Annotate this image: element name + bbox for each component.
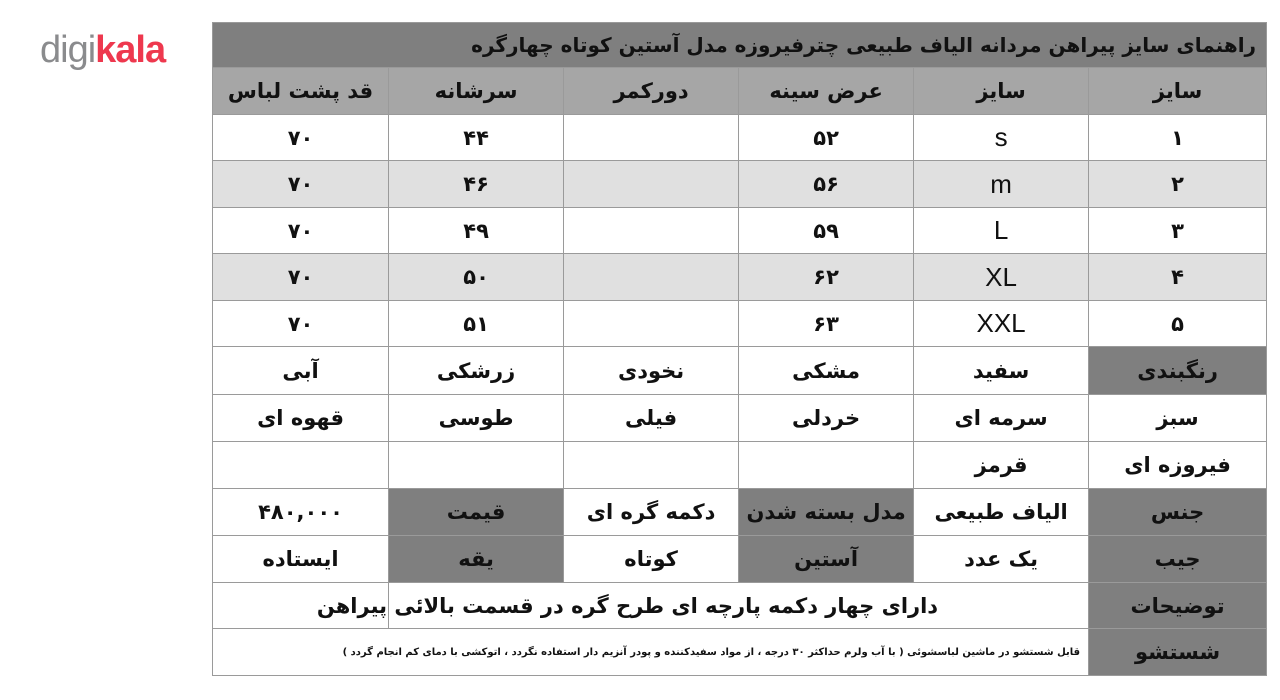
pocket-row [213, 536, 1267, 582]
logo-text-digi: digi [40, 29, 96, 71]
washing-text: قابل شستشو در ماشین لباسشوئی ( با آب ولرم حداکثر ۳۰ درجه ، از مواد سفیدکننده و پودر آنزیم دار استفاده نگردد ، اتوکشی با دمای کم انجام گردد ) [213, 629, 1089, 676]
color-cell: نخودی [564, 347, 739, 395]
color-cell: فیروزه ای [1089, 442, 1267, 488]
table-cell: L [914, 207, 1089, 253]
table-cell: XL [914, 254, 1089, 300]
table-cell: ۶۲ [739, 254, 914, 300]
header-cell: سرشانه [389, 68, 564, 114]
table-cell: ۵۰ [389, 254, 564, 300]
table-cell: ۵۲ [739, 114, 914, 160]
header-cell: سایز [914, 68, 1089, 114]
color-cell: سبز [1089, 394, 1267, 442]
header-cell: دورکمر [564, 68, 739, 114]
table-cell: کوتاه [564, 536, 739, 582]
empty-cell [739, 442, 914, 488]
table-cell [564, 207, 739, 253]
color-cell: سرمه ای [914, 394, 1089, 442]
table-cell [564, 114, 739, 160]
table-cell: ۵۶ [739, 161, 914, 207]
table-cell: ۳ [1089, 207, 1267, 253]
empty-cell [564, 442, 739, 488]
header-cell: قد پشت لباس [213, 68, 389, 114]
table-cell: ایستاده [213, 536, 389, 582]
table-cell: دکمه گره ای [564, 488, 739, 536]
description-label: توضیحات [1089, 582, 1267, 628]
header-row [213, 68, 1267, 114]
color-row [213, 347, 1267, 395]
fabric-label: جنس [1089, 488, 1267, 536]
table-cell: ۵۹ [739, 207, 914, 253]
color-row [213, 442, 1267, 488]
table-cell: الیاف طبیعی [914, 488, 1089, 536]
table-cell [564, 161, 739, 207]
size-row [213, 161, 1267, 207]
fabric-row [213, 488, 1267, 536]
color-cell: سفید [914, 347, 1089, 395]
table-cell: ۷۰ [213, 114, 389, 160]
description-row [213, 582, 1267, 628]
washing-label: شستشو [1089, 629, 1267, 676]
digikala-logo [40, 28, 165, 72]
color-row [213, 394, 1267, 442]
title-row [213, 23, 1267, 68]
color-cell: خردلی [739, 394, 914, 442]
size-row [213, 114, 1267, 160]
table-cell: ۶۳ [739, 300, 914, 346]
table-title: راهنمای سایز پیراهن مردانه الیاف طبیعی چترفیروزه مدل آستین کوتاه چهارگره [213, 23, 1267, 68]
table-cell: ۴۴ [389, 114, 564, 160]
table-cell [564, 254, 739, 300]
table-cell: s [914, 114, 1089, 160]
collar-label: یقه [389, 536, 564, 582]
color-cell: زرشکی [389, 347, 564, 395]
table-cell: یک عدد [914, 536, 1089, 582]
washing-row [213, 629, 1267, 676]
logo-text-kala: kala [95, 29, 166, 71]
table-cell: ۷۰ [213, 207, 389, 253]
description-text: دارای چهار دکمه پارچه ای طرح گره در قسمت بالائی پیراهن [389, 582, 1089, 628]
header-cell: عرض سینه [739, 68, 914, 114]
price-value: ۴۸۰,۰۰۰ [213, 488, 389, 536]
table-cell: ۷۰ [213, 300, 389, 346]
size-guide-table [212, 22, 1267, 676]
table-cell: ۱ [1089, 114, 1267, 160]
table-cell: m [914, 161, 1089, 207]
color-cell: قهوه ای [213, 394, 389, 442]
pocket-label: جیب [1089, 536, 1267, 582]
price-label: قیمت [389, 488, 564, 536]
empty-cell [213, 442, 389, 488]
closure-label: مدل بسته شدن [739, 488, 914, 536]
colors-label: رنگبندی [1089, 347, 1267, 395]
size-row [213, 300, 1267, 346]
table-cell [564, 300, 739, 346]
color-cell: آبی [213, 347, 389, 395]
table-cell: ۴ [1089, 254, 1267, 300]
header-cell: سایز [1089, 68, 1267, 114]
color-cell: قرمز [914, 442, 1089, 488]
table-cell: ۷۰ [213, 254, 389, 300]
color-cell: فیلی [564, 394, 739, 442]
size-row [213, 254, 1267, 300]
sleeve-label: آستین [739, 536, 914, 582]
table-cell: ۲ [1089, 161, 1267, 207]
table-cell: ۴۶ [389, 161, 564, 207]
color-cell: مشکی [739, 347, 914, 395]
table-cell: ۵۱ [389, 300, 564, 346]
table-cell: ۷۰ [213, 161, 389, 207]
color-cell: طوسی [389, 394, 564, 442]
table-cell: XXL [914, 300, 1089, 346]
empty-cell [389, 442, 564, 488]
table-cell: ۴۹ [389, 207, 564, 253]
table-cell: ۵ [1089, 300, 1267, 346]
size-row [213, 207, 1267, 253]
